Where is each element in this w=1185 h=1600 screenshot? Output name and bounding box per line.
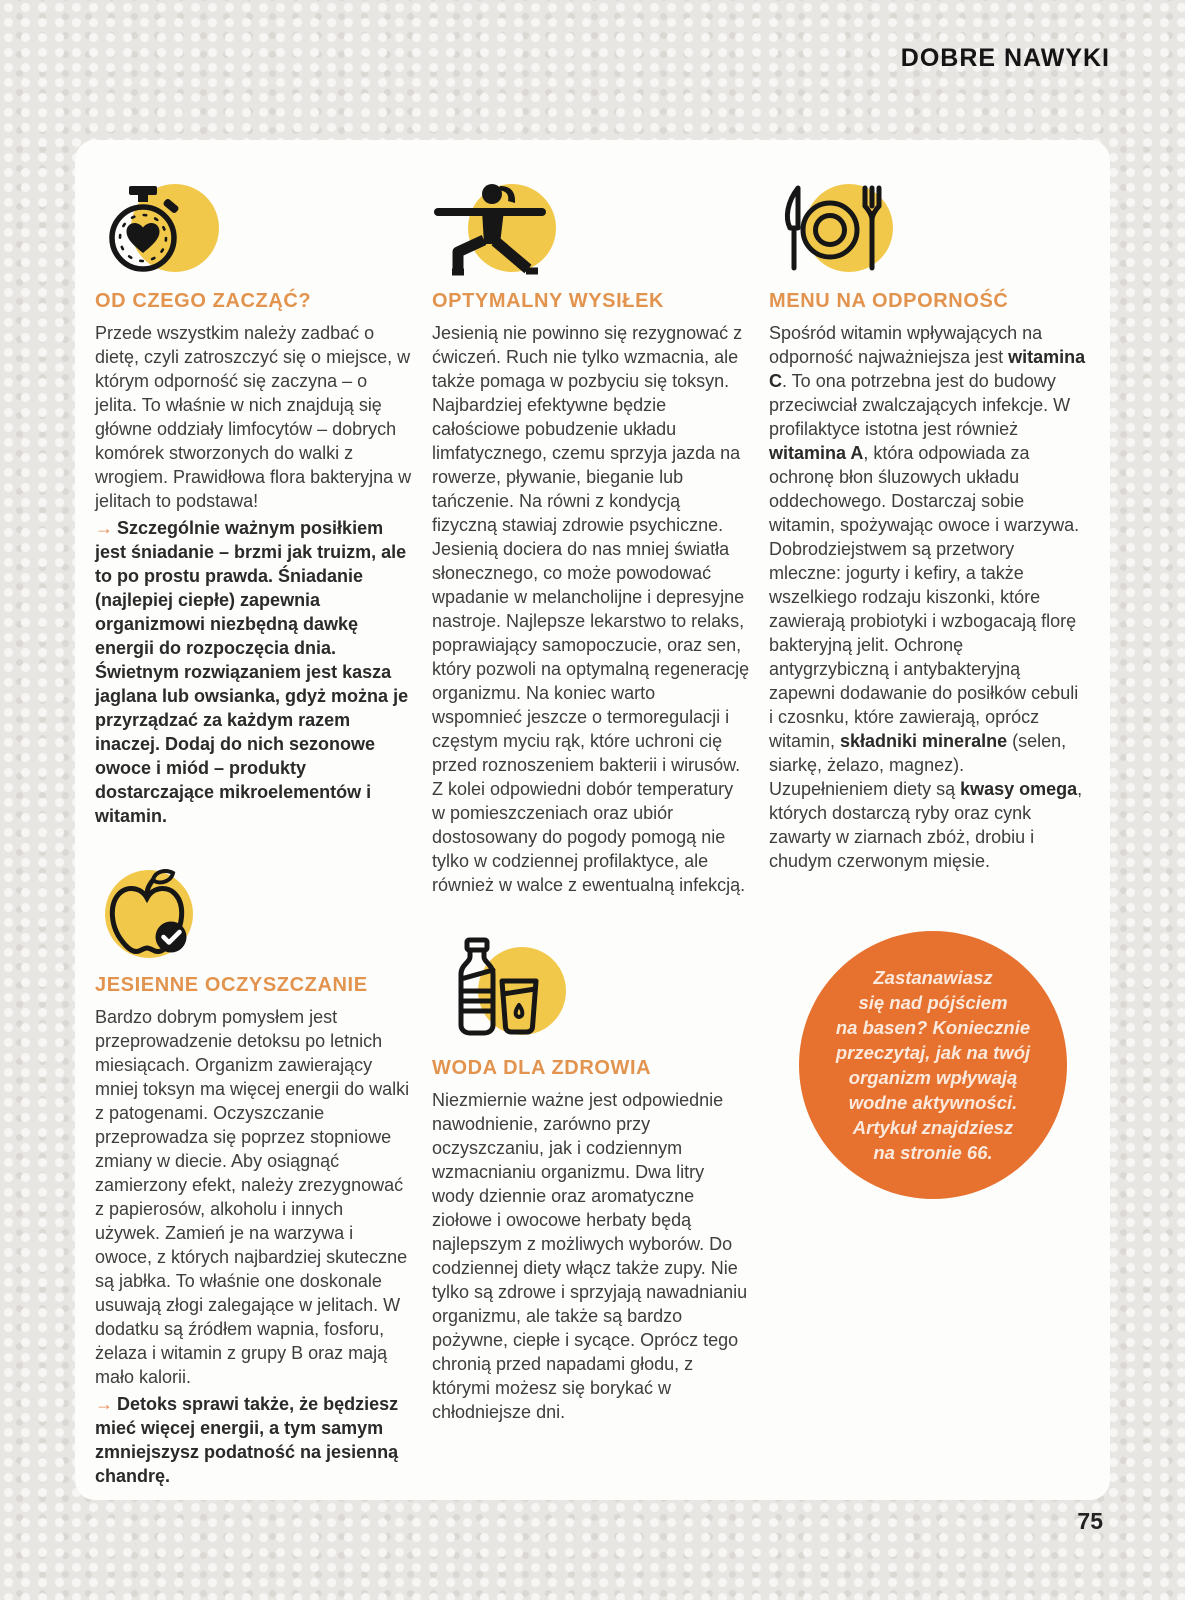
page-header: DOBRE NAWYKI (900, 44, 1110, 72)
stopwatch-heart-icon (95, 180, 245, 276)
note-line: organizm wpływają (848, 1067, 1018, 1088)
content-panel (75, 140, 1110, 1500)
section-heading: WODA DLA ZDROWIA (432, 1057, 652, 1079)
section-heading: OPTYMALNY WYSIŁEK (432, 290, 665, 312)
arrow-icon: → (95, 518, 113, 538)
section-heading: MENU NA ODPORNOŚĆ (769, 290, 1009, 312)
note-line: się nad pójściem (858, 992, 1008, 1013)
section-heading: OD CZEGO ZACZĄĆ? (95, 290, 312, 312)
note-line: na basen? Koniecznie (835, 1017, 1031, 1038)
body-paragraph: Przede wszystkim należy zadbać o dietę, czyli zatroszczyć się o miejsce, w którym odporność się zaczyna – o jelita. To właśnie w nich znajdują się główne oddziały limfocytów – dobrych komórek stworzonych do walki z wrogiem. Prawidłowa flora bakteryjna w jelitach to podstawa! (95, 323, 412, 511)
plate-cutlery-icon (769, 180, 919, 276)
page-number: 75 (1077, 1508, 1103, 1534)
water-bottle-glass-icon (432, 933, 582, 1043)
column-1 (95, 180, 413, 1488)
body-paragraph: Niezmiernie ważne jest odpowiednie nawodnienie, zarówno przy oczyszczaniu, jak i codziennym wzmacnianiu organizmu. Dwa litry wody dziennie oraz aromatyczne ziołowe i owocowe herbaty będą najlepszym z możliwych wyborów. Do codziennej diety włącz także zupy. Nie tylko są zdrowe i sprzyjają nawadnianiu organizmu, ale także są bardzo pożywne, ciepłe i sycące. Oprócz tego chronią przed napadami głodu, z którymi możesz się borykać w chłodniejsze dni. (432, 1090, 748, 1422)
yoga-pose-icon (432, 180, 582, 276)
note-line: Artykuł znajdziesz (852, 1117, 1014, 1138)
body-paragraph: Spośród witamin wpływających na odporność najważniejsza jest witamina C. To ona potrzebna jest do budowy przeciwciał zwalczających infekcje. W profilaktyce istotna jest również witamina A, która odpowiada za ochronę błon śluzowych układu oddechowego. Dostarczaj sobie witamin, spożywając owoce i warzywa. Dobrodziejstwem są przetwory mleczne: jogurty i kefiry, a także wszelkiego rodzaju kiszonki, które zawierają probiotyki i wzbogacają florę bakteryjną jelit. Ochronę antygrzybiczną i antybakteryjną zapewni dodawanie do posiłków cebuli i czosnku, które zawierają, oprócz witamin, składniki mineralne (selen, siarkę, żelazo, magnez). Uzupełnieniem diety są kwasy omega, których dostarczą ryby oraz cynk zawarty w ziarnach zbóż, drobiu i chudym czerwonym mięsie. (769, 323, 1086, 871)
note-line: przeczytaj, jak na twój (835, 1042, 1031, 1063)
article-section (769, 180, 1087, 873)
note-line: na stronie 66. (873, 1142, 993, 1163)
arrow-icon: → (95, 1394, 113, 1414)
body-paragraph: Bardzo dobrym pomysłem jest przeprowadzenie detoksu po letnich miesiącach. Organizm zawierający mniej toksyn ma więcej energii do walki z patogenami. Oczyszczanie przeprowadza się poprzez stopniowe zmiany w diecie. Aby osiągnąć zamierzony efekt, należy zrezygnować z papierosów, alkoholu i innych używek. Zamień je na warzywa i owoce, z których najbardziej skuteczne są jabłka. To właśnie one doskonale usuwają złogi zalegające w jelitach. W dodatku są źródłem wapnia, fosforu, żelaza i witamin z grupy B oraz mają mało kalorii. (95, 1007, 410, 1387)
column-3 (769, 180, 1087, 1488)
note-line: Zastanawiasz (873, 967, 993, 988)
highlight-paragraph: → Szczególnie ważnym posiłkiem jest śniadanie – brzmi jak truizm, ale to po prostu prawda. Śniadanie (najlepiej ciepłe) zapewnia organizmowi niezbędną dawkę energii do rozpoczęcia dnia. Świetnym rozwiązaniem jest kasza jaglana lub owsianka, gdyż można je przyrządzać za każdym razem inaczej. Dodaj do nich sezonowe owoce i miód – produkty dostarczające mikroelementów i witamin. (95, 518, 409, 826)
pool-article-note-circle (799, 931, 1067, 1199)
article-section (95, 180, 413, 828)
apple-check-icon (95, 864, 245, 960)
article-section (432, 933, 750, 1424)
highlight-paragraph: → Detoks sprawi także, że będziesz mieć więcej energii, a tym samym zmniejszysz podatność na jesienną chandrę. (95, 1394, 399, 1486)
article-section (432, 180, 750, 897)
body-paragraph: Jesienią nie powinno się rezygnować z ćwiczeń. Ruch nie tylko wzmacnia, ale także pomaga w pozbyciu się toksyn. Najbardziej efektywne będzie całościowe pobudzenie układu limfatycznego, czemu sprzyja jazda na rowerze, pływanie, bieganie lub tańczenie. Na równi z kondycją fizyczną stawiaj zdrowie psychiczne. Jesienią dociera do nas mniej światła słonecznego, co może powodować wpadanie w melancholijne i depresyjne nastroje. Najlepsze lekarstwo to relaks, poprawiający samopoczucie, oraz sen, który pozwoli na optymalną regenerację organizmu. Na koniec warto wspomnieć jeszcze o termoregulacji i częstym myciu rąk, które uchroni cię przed roznoszeniem bakterii i wirusów. Z kolei odpowiedni dobór temperatury w pomieszczeniach oraz ubiór dostosowany do pogody pomogą nie tylko w codziennej profilaktyce, ale również w walce z ewentualną infekcją. (432, 323, 750, 895)
columns-container (95, 180, 1086, 1488)
note-line: wodne aktywności. (848, 1092, 1018, 1113)
section-heading: JESIENNE OCZYSZCZANIE (95, 974, 368, 996)
column-2 (432, 180, 750, 1488)
article-section (95, 864, 413, 1488)
